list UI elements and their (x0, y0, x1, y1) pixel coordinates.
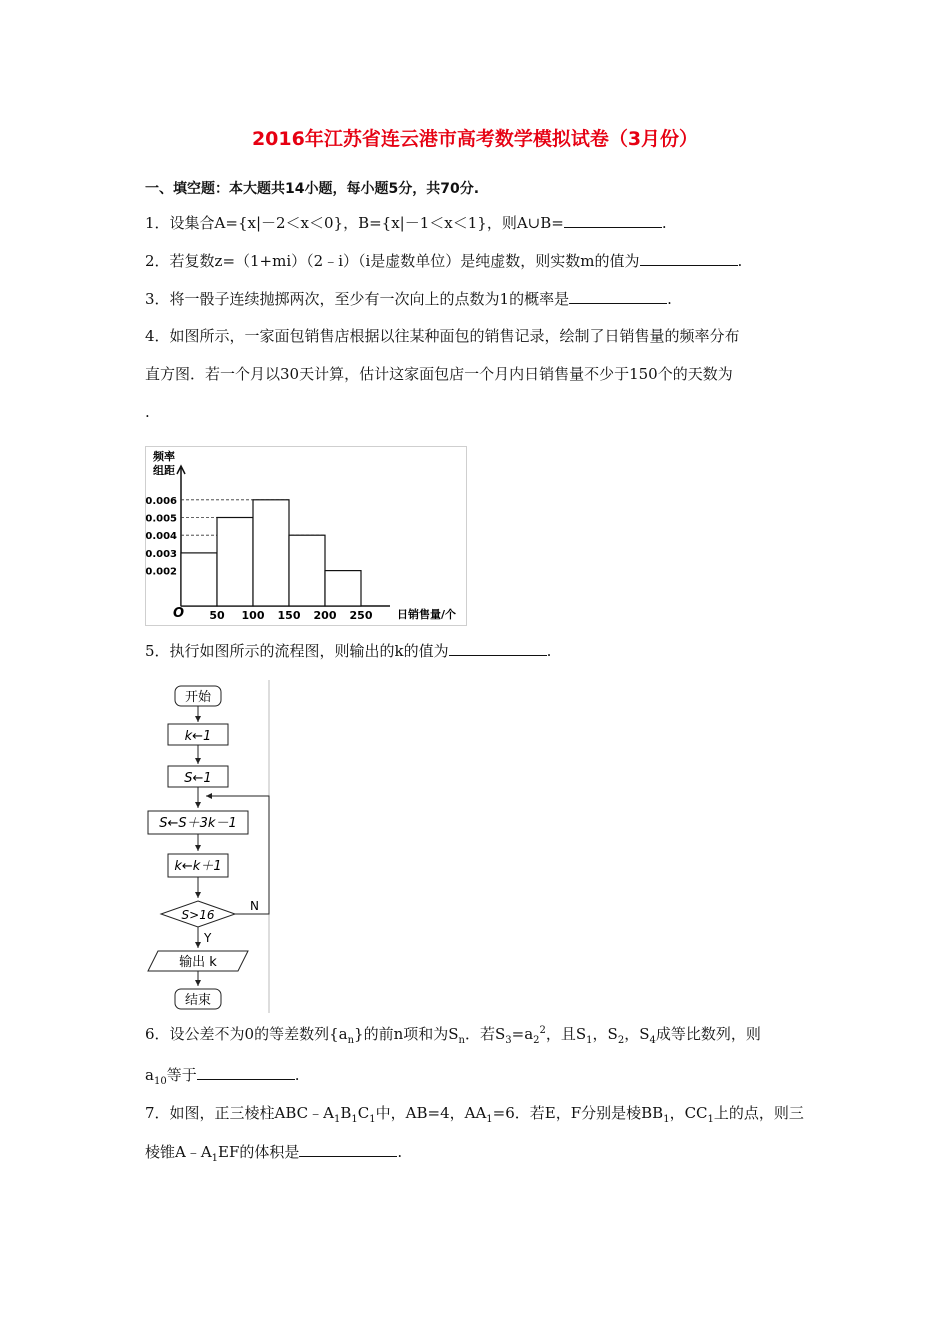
question-1 (145, 212, 667, 233)
flow-update-s-label: S←S＋3k－1 (159, 816, 237, 831)
answer-blank (449, 641, 547, 656)
histogram-xlabel: 日销售量/个 (397, 608, 457, 621)
q6-text: ，S (592, 1025, 618, 1043)
y-tick-label: 0.002 (145, 566, 177, 578)
question-4-line-2: 直方图．若一个月以30天计算，估计这家面包店一个月内日销售量不少于150个的天数为 (145, 365, 733, 383)
y-tick-label: 0.006 (145, 495, 177, 507)
q7-sub: 1 (486, 1114, 493, 1125)
x-tick-label: 200 (313, 609, 337, 622)
x-tick-label: 100 (241, 609, 265, 622)
question-3-text: 3．将一骰子连续抛掷两次，至少有一次向上的点数为1的概率是 (145, 290, 570, 308)
question-2-text: 2．若复数z=（1+mi）（2﹣i）（i是虚数单位）是纯虚数，则实数m的值为 (145, 252, 640, 270)
question-7-line-2 (145, 1141, 402, 1164)
q6-sub: 10 (153, 1076, 167, 1087)
q7-text: B (340, 1104, 352, 1122)
q6-text: 等于 (166, 1066, 197, 1084)
answer-blank (197, 1065, 295, 1080)
q7-text: 棱锥A﹣A (145, 1143, 212, 1161)
answer-blank (299, 1142, 397, 1157)
y-tick-label: 0.005 (145, 513, 177, 525)
question-1-end: . (661, 214, 667, 232)
q7-sub: 1 (211, 1153, 219, 1164)
q6-text: 成等比数列，则 (655, 1025, 761, 1043)
histogram-ylabel-top: 频率 (153, 450, 175, 463)
question-6-line-2 (145, 1064, 299, 1087)
q6-sub: 4 (649, 1035, 656, 1046)
q6-text: ，且S (545, 1025, 587, 1043)
q6-text: ，S (624, 1025, 650, 1043)
q7-text: EF的体积是 (218, 1143, 300, 1161)
q7-sub: 1 (663, 1114, 670, 1125)
q6-sub: 2 (617, 1035, 625, 1046)
q6-sub: 2 (533, 1035, 540, 1046)
q6-sub: 1 (586, 1035, 593, 1046)
answer-blank (569, 289, 667, 304)
flow-init-s-label: S←1 (184, 771, 212, 786)
q6-text: a (145, 1066, 154, 1084)
answer-blank (564, 213, 662, 228)
histogram-bar (217, 518, 253, 607)
page-title: 2016年江苏省连云港市高考数学模拟试卷（3月份） (251, 128, 699, 150)
flow-init-k-label: k←1 (184, 729, 212, 744)
flow-yes-label: Y (204, 931, 212, 945)
q7-sub: 1 (334, 1114, 341, 1125)
q7-sub: 1 (707, 1114, 714, 1125)
q6-text: 6．设公差不为0的等差数列{a (145, 1025, 348, 1043)
question-4-line-1: 4．如图所示，一家面包销售店根据以往某种面包的销售记录，绘制了日销售量的频率分布 (145, 327, 740, 345)
flow-output-label: 输出 k (179, 955, 217, 970)
question-5 (145, 640, 551, 661)
section-heading: 一、填空题：本大题共14小题，每小题5分，共70分. (145, 181, 480, 197)
question-7-line-1 (145, 1102, 804, 1125)
q7-sub: 1 (351, 1114, 358, 1125)
x-tick-label: 150 (277, 609, 301, 622)
histogram-bar (181, 553, 217, 606)
question-3 (145, 288, 672, 309)
question-3-end: . (667, 290, 672, 308)
question-2 (145, 250, 742, 271)
histogram-bar (289, 535, 325, 606)
question-5-text: 5．执行如图所示的流程图，则输出的k的值为 (145, 642, 449, 660)
q6-sub: n (347, 1035, 355, 1046)
flow-end-label: 结束 (184, 993, 212, 1008)
q7-text: ，CC (669, 1104, 708, 1122)
q7-text: 中，AB=4，AA (375, 1104, 487, 1122)
q6-text: . (294, 1066, 300, 1084)
histogram-ylabel-bottom: 组距 (153, 464, 175, 477)
q6-sub: 3 (505, 1035, 512, 1046)
q6-text: =a (511, 1025, 534, 1043)
q6-text: }的前n项和为S (354, 1025, 459, 1043)
q7-text: . (397, 1143, 403, 1161)
question-5-end: . (546, 642, 552, 660)
question-6-line-1 (145, 1023, 761, 1046)
x-tick-label: 250 (349, 609, 373, 622)
flow-update-k-label: k←k＋1 (174, 859, 222, 874)
q7-text: =6．若E，F分别是棱BB (492, 1104, 664, 1122)
flow-no-label: N (250, 899, 259, 913)
histogram-bar (253, 500, 289, 606)
flow-start-label: 开始 (184, 690, 212, 705)
y-tick-label: 0.003 (145, 548, 177, 560)
question-2-end: . (737, 252, 743, 270)
flow-condition-label: S>16 (181, 908, 215, 922)
question-1-text: 1．设集合A={x|－2＜x＜0}，B={x|－1＜x＜1}，则A∪B= (145, 214, 564, 232)
q6-text: ．若S (464, 1025, 506, 1043)
q6-sub: n (458, 1035, 465, 1046)
y-tick-label: 0.004 (145, 531, 177, 543)
question-4-line-3: . (145, 403, 150, 421)
answer-blank (640, 251, 738, 266)
histogram-bar (325, 571, 361, 606)
q6-sup: 2 (539, 1025, 546, 1036)
histogram-origin-label: O (173, 606, 185, 621)
q7-text: 7．如图，正三棱柱ABC﹣A (145, 1104, 334, 1122)
flowchart-figure (140, 680, 275, 1013)
histogram-figure (145, 446, 467, 626)
q7-text: 上的点，则三 (713, 1104, 804, 1122)
q7-sub: 1 (369, 1114, 376, 1125)
x-tick-label: 50 (209, 609, 225, 622)
q7-text: C (357, 1104, 370, 1122)
